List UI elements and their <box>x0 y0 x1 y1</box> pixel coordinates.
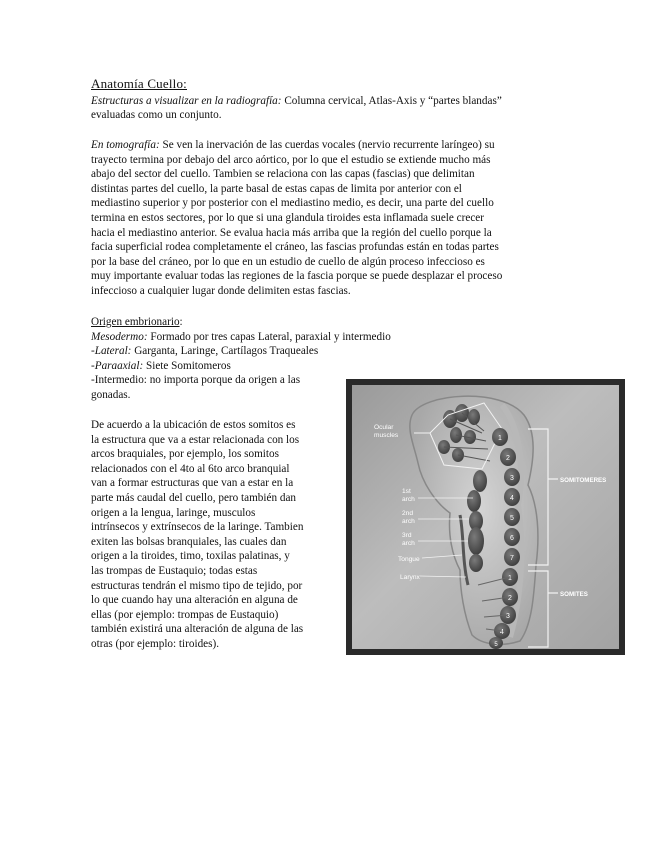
paraxial-line <box>91 359 391 374</box>
somitos-paragraph <box>91 418 303 652</box>
mesodermo-text: Formado por tres capas Lateral, paraxial y intermedio <box>147 330 391 343</box>
tomografia-line <box>91 138 571 153</box>
origen-colon: : <box>179 316 183 328</box>
paraxial-label: Paraaxial: <box>94 359 144 372</box>
embryo-illustration <box>352 385 619 649</box>
somitos-line: parte más caudal del cuello, pero también dan <box>91 491 297 504</box>
embryo-figure-panel <box>352 385 619 649</box>
ocular-label: Ocular <box>374 424 394 431</box>
somites-label: SOMITES <box>560 591 588 598</box>
somitos-line: la estructura que va a estar relacionada con los <box>91 433 300 446</box>
somitos-line: las trompas de Eustaquio; todas estas <box>91 564 258 577</box>
somite-number: 5 <box>494 642 498 648</box>
paraxial-text: Siete Somitomeros <box>143 359 231 372</box>
somite-number: 2 <box>508 595 512 602</box>
somitos-line: origen a la tiroides, timo, toxilas palatinas, y <box>91 550 290 563</box>
somitos-line: ellas (por ejemplo: trompas de Eustaquio) <box>91 608 279 621</box>
tomografia-line: mediastino superior y por posterior con el mediastino medio, es decir, una parte del cuello <box>91 197 494 210</box>
tomografia-line: termina en estos sectores, por lo que si una glandula tiroides esta inflamada suele crecer <box>91 211 484 224</box>
paraxial-prefix: - <box>91 359 95 372</box>
somitomeres-label: SOMITOMERES <box>560 477 607 484</box>
tomografia-line: muy importante evaluar todas las regiones de la fascia porque se puede desplazar el proceso <box>91 270 503 283</box>
lateral-text: Garganta, Laringe, Cartílagos Traqueales <box>131 345 319 358</box>
embryo-figure <box>346 379 625 655</box>
tomografia-line: abajo del sector del cuello. Tambien se relaciona con las capas (fascias) que delimitan <box>91 168 475 181</box>
subtitle-line-2: evaluadas como un conjunto. <box>91 109 222 121</box>
tomografia-line: hacia el mediastino anterior. Se evalua hacia más arriba que la región del cuello porque la <box>91 226 492 239</box>
somitos-line: estructuras tendrán el mismo tipo de tejido, por <box>91 579 303 592</box>
tomografia-line: facia superficial rodea completamente el cráneo, las fascias profundas están en todas partes <box>91 241 499 254</box>
tomografia-label: En tomografía: <box>91 139 160 151</box>
origen-title: Origen embrionario <box>91 316 180 328</box>
somitomere-number: 2 <box>506 455 510 462</box>
somitos-line: también existirá una alteración de alguna de las <box>91 623 304 636</box>
intermedio-line: -Intermedio: no importa porque da origen a las <box>91 374 301 387</box>
larynx-label: Larynx <box>400 574 420 581</box>
arch-label-2: arch <box>402 518 415 525</box>
arch-label-3: 3rd <box>402 532 412 539</box>
tomografia-paragraph <box>91 138 571 299</box>
somitomere-number: 5 <box>510 515 514 522</box>
lateral-label: Lateral: <box>94 345 132 358</box>
somitos-line: De acuerdo a la ubicación de estos somitos es <box>91 419 296 431</box>
tomografia-line: infeccioso a cualquier lugar donde delimiten estas fascias. <box>91 284 351 297</box>
somitos-line: arcos braquiales, por ejemplo, los somitos <box>91 448 279 461</box>
tongue-label: Tongue <box>398 556 420 563</box>
somitos-line: origen a la lengua, laringe, musculos <box>91 506 256 519</box>
ocular-label: muscles <box>374 432 399 439</box>
arch-label-3: arch <box>402 540 415 547</box>
somitomere-number: 3 <box>510 475 514 482</box>
page-title: Anatomía Cuello: <box>91 76 187 91</box>
arch-label-1: 1st <box>402 488 411 495</box>
somitomere-number: 1 <box>498 435 502 442</box>
somitos-line: otras (por ejemplo: tiroides). <box>91 637 220 650</box>
tomografia-line: trayecto termina por debajo del arco aórtico, por lo que el estudio se extiende mucho más <box>91 153 491 166</box>
somitos-line: lo que cuando hay una alteración en alguna de <box>91 594 298 607</box>
intermedio-line: gonadas. <box>91 388 131 401</box>
somitomere-number: 6 <box>510 535 514 542</box>
somitos-line: exiten las bolsas branquiales, las cuales dan <box>91 535 287 548</box>
tomografia-line: distintas partes del cuello, la parte basal de estas capas de limita por anterior con el <box>91 182 462 195</box>
somite-number: 1 <box>508 575 512 582</box>
lateral-line <box>91 344 391 359</box>
tomografia-text: Se ven la inervación de las cuerdas vocales (nervio recurrente laríngeo) su <box>159 139 495 151</box>
somitos-line: relacionados con el 4to al 6to arco branquial <box>91 462 290 475</box>
somitomere-number: 7 <box>510 555 514 562</box>
mesodermo-label: Mesodermo: <box>91 330 148 343</box>
mesodermo-line <box>91 330 391 345</box>
tomografia-line: por la base del cráneo, por lo que en un estudio de cuello de algún proceso infeccioso es <box>91 255 485 268</box>
subtitle-label: Estructuras a visualizar en la radiografía: <box>91 95 282 107</box>
somitos-line: van a formar estructuras que van a estar en la <box>91 477 294 490</box>
somitos-line: intrínsecos y extrínsecos de la laringe. Tambien <box>91 521 304 534</box>
arch-label-2: 2nd <box>402 510 414 517</box>
arch-label-1: arch <box>402 496 415 503</box>
origen-heading <box>91 315 391 330</box>
somitomere-number: 4 <box>510 495 514 502</box>
somite-number: 4 <box>500 629 504 636</box>
somite-number: 3 <box>506 613 510 620</box>
lateral-prefix: - <box>91 345 95 358</box>
subtitle-line-1 <box>91 94 571 109</box>
subtitle-text: Columna cervical, Atlas-Axis y “partes blandas” <box>281 95 502 107</box>
